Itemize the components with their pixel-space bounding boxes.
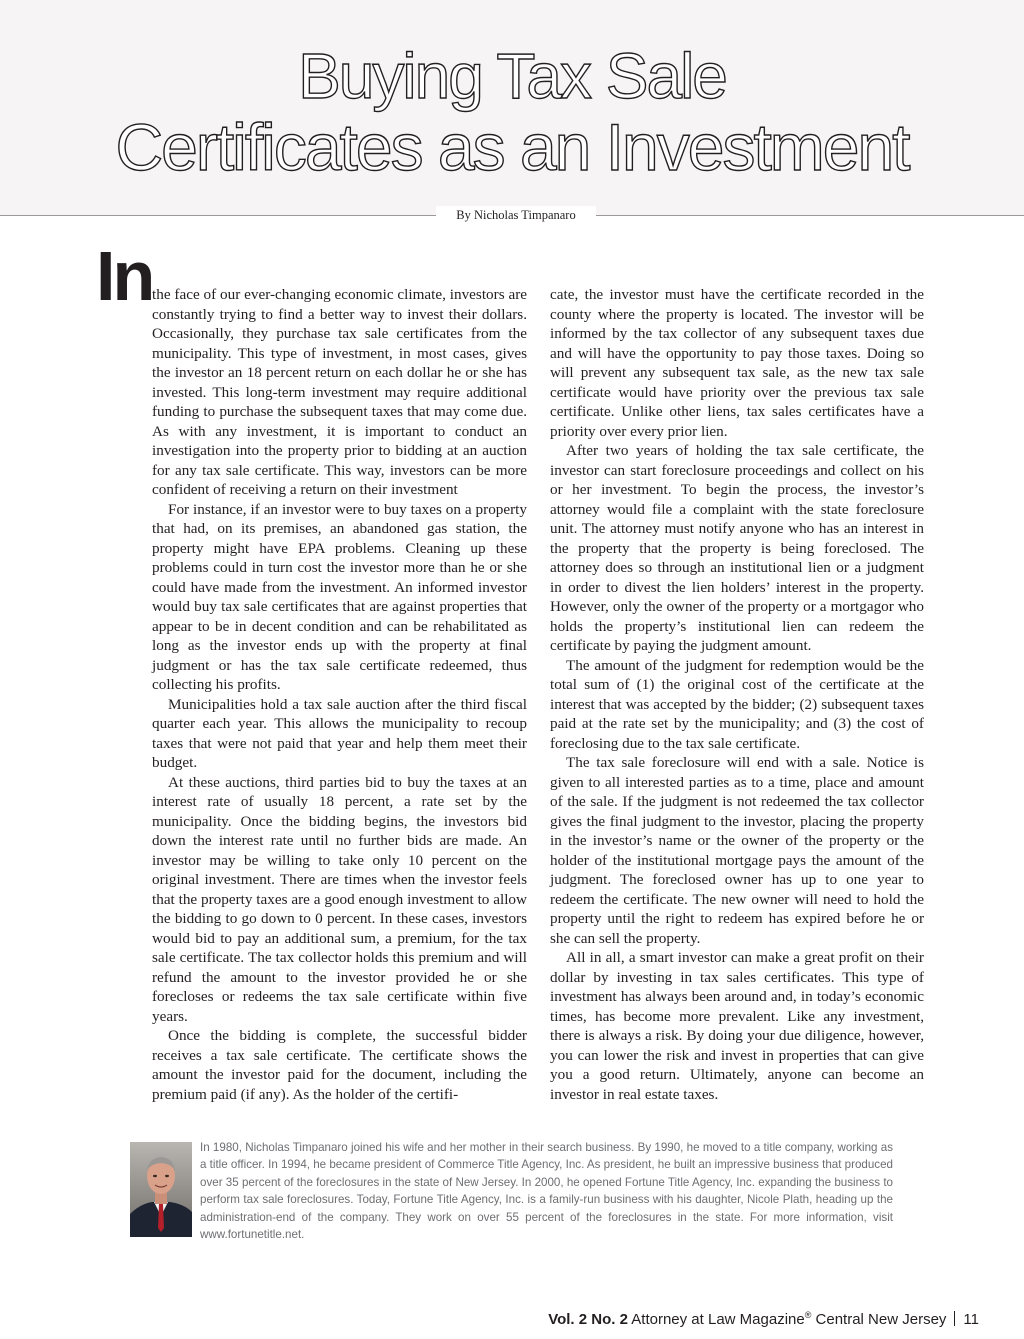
title-band bbox=[0, 0, 1024, 216]
drop-cap: In bbox=[96, 237, 153, 315]
byline: By Nicholas Timpanaro bbox=[436, 206, 596, 224]
paragraph: All in all, a smart investor can make a great profit on their dollar by investing in tax sales certificates. This type of investment has always been around and, in today’s economic times, has become more prevalent. Like any investment, there is always a risk. By doing your due diligence, however, you can lower the risk and invest in properties that can give you a good return. Ultimately, anyone can become an investor in real estate taxes. bbox=[550, 949, 924, 1103]
footer-magazine: Attorney at Law Magazine bbox=[631, 1311, 805, 1328]
paragraph: Municipalities hold a tax sale auction after the third fiscal quarter each year. This allows the municipality to recoup taxes that were not paid that year and help them meet their budget. bbox=[152, 695, 527, 771]
byline-rule-right bbox=[596, 215, 1024, 216]
paragraph: cate, the investor must have the certificate recorded in the county where the property is located. The investor will be informed by the tax collector of any subsequent taxes due and will have the opportunity to pay those taxes. Doing so will prevent any subsequent tax sale, as the new tax sale certificate would have priority over the previous tax sale certificate. Unlike other liens, tax sales certificates have a priority over every prior lien. bbox=[550, 286, 924, 440]
article-column-right bbox=[550, 285, 924, 1104]
registered-mark: ® bbox=[804, 1310, 812, 1320]
paragraph: the face of our ever-changing economic climate, investors are constantly trying to find a better way to invest their dollars. Occasionally, they purchase tax sale certificates from the municipality. This type of investment, in most cases, gives the investor an 18 percent return on each dollar he or she has invested. This long-term investment may require additional funding to purchase the subsequent taxes that may come due. As with any investment, it is important to conduct an investigation into the property prior to bidding at an auction for any tax sale certificate. This way, investors can be more confident of receiving a return on their investment bbox=[152, 286, 527, 498]
byline-rule-left bbox=[0, 215, 436, 216]
article-title-line-1: Buying Tax Sale bbox=[298, 40, 726, 112]
article-column-left bbox=[152, 285, 527, 1104]
footer-separator bbox=[954, 1311, 955, 1326]
author-bio: In 1980, Nicholas Timpanaro joined his wife and her mother in their search business. By 1990, he moved to a title company, working as a title officer. In 1994, he became president of Commerce Title Agency, Inc. As president, he built an impressive business that produced over 35 percent of the foreclosures in the state of New Jersey. In 2000, he opened Fortune Title Agency, Inc. expanding the business to perform tax sale foreclosures. Today, Fortune Title Agency, Inc. is a family-run business with his daughter, Nicole Plath, heading up the administration-end of the company. They work on over 55 percent of the foreclosures in the state. For more information, visit www.fortunetitle.net. bbox=[200, 1141, 894, 1242]
page-footer bbox=[548, 1305, 979, 1330]
paragraph: The tax sale foreclosure will end with a sale. Notice is given to all interested parties as to a time, place and amount of the sale. If the judgment is not redeemed the tax collector gives the final judgment to the investor, placing the property in the investor’s name or the owner of the property or the holder of the institutional mortgage pays the amount of the judgment. The foreclosed owner has up to one year to redeem the certificate. The new owner will need to hold the property until the right to redeem has expired before he or she can sell the property. bbox=[550, 754, 924, 947]
paragraph: For instance, if an investor were to buy taxes on a property that had, on its premises, an abandoned gas station, the property might have EPA problems. Cleaning up these problems could in turn cost the investor more than he or she could have made from the investment. An informed investor would buy tax sale certificates that are against properties that appear to be in decent condition and can be rehabilitated as long as the investor ends up with the property at final judgment or has the tax sale certificate redeemed, thus collecting his profits. bbox=[152, 500, 527, 693]
footer-region: Central New Jersey bbox=[815, 1311, 947, 1328]
author-photo bbox=[130, 1142, 192, 1237]
page-number: 11 bbox=[963, 1311, 979, 1328]
paragraph: The amount of the judgment for redemption would be the total sum of (1) the original cost of the certificate at the interest that was accepted by the bidder; (2) subsequent taxes paid at the rate set by the municipality; and (3) the cost of foreclosing due to the tax sale certificate. bbox=[550, 656, 924, 752]
paragraph: Once the bidding is complete, the successful bidder receives a tax sale certificate. The certificate shows the amount the investor paid for the document, including the premium paid (if any). As the holder of the certifi- bbox=[152, 1027, 527, 1103]
author-portrait-icon bbox=[130, 1142, 192, 1237]
footer-issue: Vol. 2 No. 2 bbox=[548, 1311, 628, 1328]
article-title-line-2: Certificates as an Investment bbox=[115, 110, 909, 184]
paragraph: At these auctions, third parties bid to buy the taxes at an interest rate of usually 18 percent, a rate set by the municipality. Once the bidding begins, the investors bid down the interest rate until no further bids are made. An investor may be willing to take only 10 percent on the original investment. There are times when the investor feels that the property taxes are a good enough investment to allow the bidding to go down to 0 percent. In these cases, investors would bid to pay an additional sum, a premium, for the tax sale certificate. The tax collector holds this premium and will refund the amount to the investor provided he or she forecloses or redeems the tax sale certificate within five years. bbox=[152, 773, 527, 1025]
paragraph: After two years of holding the tax sale certificate, the investor can start foreclosure proceedings and collect on his or her investment. To begin the process, the investor’s attorney would file a complaint with the state foreclosure unit. The attorney must notify anyone who has an interest in the property that the property is being foreclosed. The attorney does so through an institutional lien or a judgment in order to divest the lien holders’ interest in the property. However, only the owner of the property or a mortgagor who holds the property’s institutional lien can redeem the certificate by paying the judgment amount. bbox=[550, 442, 924, 654]
